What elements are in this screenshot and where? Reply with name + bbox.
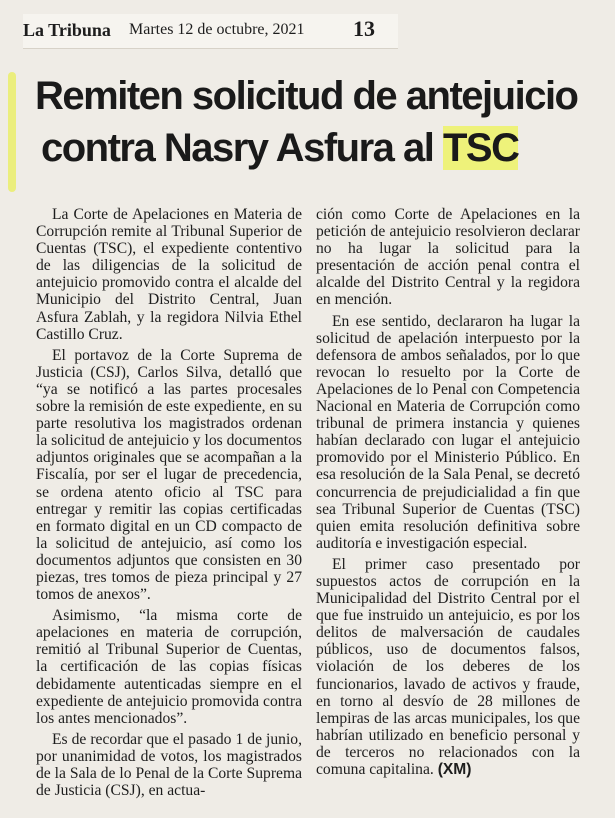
headline: [35, 70, 590, 174]
article-column-right: [316, 206, 580, 778]
page-number: 13: [353, 16, 375, 41]
paragraph: En ese sentido, declararon ha lugar la solicitud de apelación interpuesto por la defensora de ambos señalados, por lo que revocan lo resuelto por la Corte de Apelaciones de lo Penal con Competencia Nacional en Materia de Corrupción como tribunal de primera instancia y quienes habían declarado con lugar el antejuicio promovido por el Ministerio Público. En esa resolución de la Sala Penal, se decretó concurrencia de prejudicialidad a fin que sea Tribunal Superior de Cuentas (TSC) quien emita resolución definitiva sobre auditoría e investigación especial.: [316, 312, 580, 552]
paragraph: La Corte de Apelaciones en Materia de Corrupción remite al Tribunal Superior de Cuentas (TSC), el expediente contentivo de las diligencias de la solicitud de antejuicio promovido contra el alcalde del Municipio del Distrito Central, Juan Asfura Zablah, y la regidora Nilvia Ethel Castillo Cruz.: [36, 206, 302, 343]
paragraph-last: [316, 556, 580, 778]
highlighter-mark: [8, 72, 16, 192]
publication-name: La Tribuna: [23, 20, 111, 40]
headline-line-2-text: contra Nasry Asfura al: [41, 126, 443, 170]
author-signature: (XM): [437, 761, 472, 778]
masthead: [23, 14, 398, 49]
article-column-left: [36, 206, 302, 799]
paragraph-text: El primer caso presentado por supuestos actos de corrupción en la Municipalidad del Distrito Central por el que fue instruido un antejuicio, es por los delitos de malversación de caudales públicos, uso de documentos falsos, violación de los deberes de los funcionarios, lavado de activos y fraude, en torno al desvío de 28 millones de lempiras de las arcas municipales, los que habrían utilizado en beneficio personal y de terceros no relacionados con la comuna capitalina.: [316, 555, 580, 778]
headline-line-2: [35, 122, 590, 174]
paragraph: El portavoz de la Corte Suprema de Justicia (CSJ), Carlos Silva, detalló que “ya se notificó a las partes procesales sobre la remisión de este expediente, en su parte resolutiva los magistrados ordenan la solicitud de antejuicio y los documentos adjuntos originales que se acompañan a la Fiscalía, por ser el lugar de precedencia, se ordena atento oficio al TSC para entregar y remitir las copias certificadas en formato digital en un CD compacto de la solicitud de antejuicio, así como los documentos adjuntos que consisten en 30 piezas, tres tomos de pieza principal y 27 tomos de anexos”.: [36, 346, 302, 604]
headline-highlight: TSC: [442, 126, 519, 170]
paragraph: Es de recordar que el pasado 1 de junio, por unanimidad de votos, los magistrados de la Sala de lo Penal de la Corte Suprema de Justicia (CSJ), en actua-: [36, 730, 302, 800]
paragraph: Asimismo, “la misma corte de apelaciones en materia de corrupción, remitió al Tribunal Superior de Cuentas, la certificación de las copias físicas debidamente autenticadas siempre en el expediente de antejuicio promovida contra los antes mencionados”.: [36, 607, 302, 727]
headline-line-1: Remiten solicitud de antejuicio: [35, 74, 578, 118]
paragraph: ción como Corte de Apelaciones en la petición de antejuicio resolvieron declarar no ha lugar la solicitud para la presentación de acción penal contra el alcalde del Distrito Central y la regidora en mención.: [316, 206, 580, 309]
publication-date: Martes 12 de octubre, 2021: [129, 21, 305, 38]
